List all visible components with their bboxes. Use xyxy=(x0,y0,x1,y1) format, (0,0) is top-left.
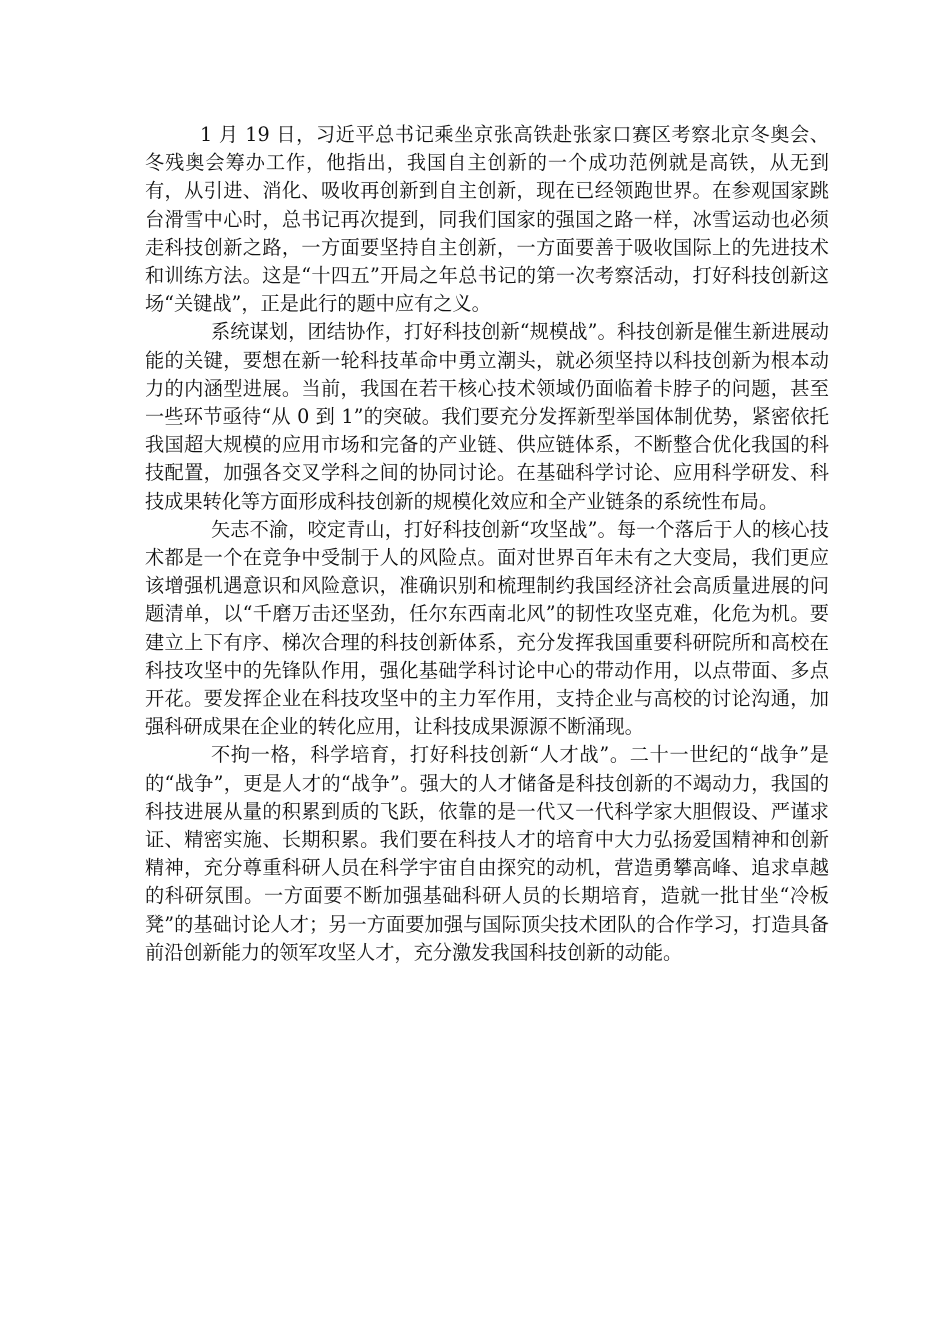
document-body xyxy=(145,121,829,967)
paragraph-talent-battle: 不拘一格，科学培育，打好科技创新“人才战”。二十一世纪的“战争”是的“战争”，更是人才的“战争”。强大的人才储备是科技创新的不竭动力，我国的科技进展从量的积累到质的飞跃，依靠的是一代又一代科学家大胆假设、严谨求证、精密实施、长期积累。我们要在科技人才的培育中大力弘扬爱国精神和创新精神，充分尊重科研人员在科学宇宙自由探究的动机，营造勇攀高峰、追求卓越的科研氛围。一方面要不断加强基础科研人员的长期培育，造就一批甘坐“冷板凳”的基础讨论人才；另一方面要加强与国际顶尖技术团队的合作学习，打造具备前沿创新能力的领军攻坚人才，充分激发我国科技创新的动能。 xyxy=(145,743,829,964)
paragraph-tough-battle: 矢志不渝，咬定青山，打好科技创新“攻坚战”。每一个落后于人的核心技术都是一个在竞争中受制于人的风险点。面对世界百年未有之大变局，我们更应该增强机遇意识和风险意识，准确识别和梳理制约我国经济社会高质量进展的问题清单，以“千磨万击还坚劲，任尔东西南北风”的韧性攻坚克难，化危为机。要建立上下有序、梯次合理的科技创新体系，充分发挥我国重要科研院所和高校在科技攻坚中的先锋队作用，强化基础学科讨论中心的带动作用，以点带面、多点开花。要发挥企业在科技攻坚中的主力军作用，支持企业与高校的讨论沟通，加强科研成果在企业的转化应用，让科技成果源源不断涌现。 xyxy=(145,517,829,739)
paragraph-intro: 1 月 19 日，习近平总书记乘坐京张高铁赴张家口赛区考察北京冬奥会、冬残奥会筹办工作，他指出，我国自主创新的一个成功范例就是高铁，从无到有，从引进、消化、吸收再创新到自主创新，现在已经领跑世界。在参观国家跳台滑雪中心时，总书记再次提到，同我们国家的强国之路一样，冰雪运动也必须走科技创新之路，一方面要坚持自主创新，一方面要善于吸收国际上的先进技术和训练方法。这是“十四五”开局之年总书记的第一次考察活动，打好科技创新这场“关键战”，正是此行的题中应有之义。 xyxy=(145,123,829,316)
paragraph-scale-battle: 系统谋划，团结协作，打好科技创新“规模战”。科技创新是催生新进展动能的关键，要想在新一轮科技革命中勇立潮头，就必须坚持以科技创新为根本动力的内涵型进展。当前，我国在若干核心技术领域仍面临着卡脖子的问题，甚至一些环节亟待“从 0 到 1”的突破。我们要充分发挥新型举国体制优势，紧密依托我国超大规模的应用市场和完备的产业链、供应链体系，不断整合优化我国的科技配置，加强各交叉学科之间的协同讨论。在基础科学讨论、应用科学研发、科技成果转化等方面形成科技创新的规模化效应和全产业链条的系统性布局。 xyxy=(145,320,829,513)
